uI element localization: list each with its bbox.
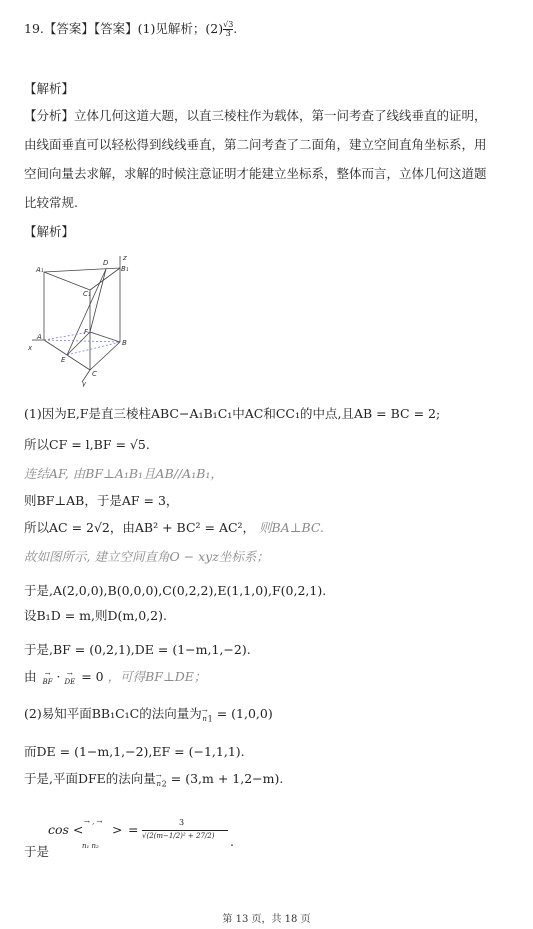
normal-intro: (2)易知平面BB₁C₁C的法向量为: [24, 706, 202, 721]
normal-value: = (1,0,0): [216, 706, 273, 721]
solution-line: (2)易知平面BB₁C₁C的法向量为 → n $_1$ = (1,0,0): [24, 706, 273, 724]
cos-vectors: n₁ n₂: [82, 842, 99, 850]
solution-line: 所以CF = l,BF = √5.: [24, 437, 150, 452]
solution-line: 连结AF, 由BF⊥A₁B₁且AB//A₁B₁，: [24, 466, 223, 481]
solution-line: (1)因为E,F是直三棱柱ABC−A₁B₁C₁中AC和CC₁的中点,且AB = BC = 2;: [24, 406, 441, 421]
label-E: E: [61, 356, 66, 364]
solution-line: 而DE = (1−m,1,−2),EF = (−1,1,1).: [24, 744, 245, 759]
fenxi-line: 空间向量去求解，求解的时候注意证明才能建立坐标系，整体而言，立体几何这道题: [24, 166, 487, 181]
normal2-value: = (3,m + 1,2−m).: [170, 771, 284, 786]
yushi-label: 于是: [24, 844, 50, 859]
solution-line: 于是,A(2,0,0),B(0,0,0),C(0,2,2),E(1,1,0),F(0,2,1).: [24, 583, 327, 598]
label-A: A: [37, 333, 42, 341]
label-A1: A₁: [36, 266, 44, 274]
solution-line5-main: 所以AC = 2√2，由AB² + BC² = AC²，: [24, 520, 256, 535]
answer-fraction-num: √3: [223, 20, 234, 29]
end-dot: .: [230, 834, 234, 849]
vector-BF: BF: [42, 677, 53, 686]
dashed-EB: [67, 342, 120, 355]
answer-part2-prefix: (2): [205, 21, 224, 36]
solution-line: 于是,平面DFE的法向量 → n $_2$ = (3,m + 1,2−m).: [24, 771, 284, 789]
fenxi-line: 【分析】立体几何这道大题，以直三棱柱作为载体，第一问考查了线线垂直的证明，: [24, 108, 487, 123]
fenxi-line: 由线面垂直可以轻松得到线线垂直，第二问考查了二面角，建立空间直角坐标系，用: [24, 137, 487, 152]
vector-DE: DE: [64, 677, 76, 686]
label-C1: C₁: [83, 290, 91, 298]
normal2-n: n: [156, 779, 161, 788]
segment-DF: [90, 269, 106, 332]
cos-label: cos <: [48, 822, 84, 837]
solution-line: 则BF⊥AB，于是AF = 3，: [24, 493, 179, 508]
label-B1: B₁: [121, 265, 129, 273]
answer-end: .: [233, 21, 238, 36]
answer-fraction-den: 3: [225, 29, 231, 38]
cos-formula: [24, 818, 324, 862]
normal2-sub: 2: [161, 779, 167, 789]
solution-line: 设B₁D = m,则D(m,0,2).: [24, 608, 167, 623]
label-B: B: [122, 339, 127, 347]
question-number: 19.: [24, 21, 44, 36]
solution-line: [24, 519, 324, 537]
fraction-den: √(2(m−1/2)² + 27/2): [142, 832, 215, 840]
fenxi-line: 比较常规.: [24, 195, 78, 210]
cos-vector-arrows: → , →: [84, 818, 103, 826]
label-x: x: [28, 344, 33, 352]
edge-A1C1: [44, 272, 90, 290]
answer-tag: 【答案】: [43, 21, 94, 36]
fraction-bar: [142, 830, 228, 831]
jiexi-label: 【解析】: [24, 81, 75, 96]
answer-tag: 【答案】: [93, 21, 138, 36]
page-footer: 第 13 页，共 18 页: [222, 914, 311, 925]
label-D: D: [103, 259, 109, 267]
solution-line5-note: 则BA⊥BC.: [259, 520, 325, 535]
segment-FB: [90, 332, 120, 342]
answer-part1: (1)见解析；: [137, 21, 206, 36]
dot-zero: = 0: [81, 669, 104, 684]
edge-CB: [90, 342, 120, 370]
edge-A1B1: [44, 268, 120, 272]
cos-equals: =: [128, 822, 139, 837]
label-y: y: [82, 380, 87, 387]
label-z: z: [123, 254, 127, 262]
jiexi-label-2: 【解析】: [24, 224, 75, 239]
prism-figure: [24, 252, 144, 387]
normal-n: n: [202, 714, 207, 723]
label-F: F: [84, 328, 89, 336]
fraction-num: 3: [179, 818, 185, 827]
solution-line: 于是,BF = (0,2,1),DE = (1−m,1,−2).: [24, 642, 251, 657]
segment-DE: [67, 269, 106, 355]
conclusion-perp: ，可得BF⊥DE；: [107, 669, 207, 684]
normal2-intro: 于是,平面DFE的法向量: [24, 771, 156, 786]
solution-line: 由 → BF · → DE = 0 ，可得BF⊥DE；: [24, 669, 207, 686]
solution-line: 故如图所示, 建立空间直角O − xyz坐标系；: [24, 549, 269, 564]
you-label: 由: [24, 669, 37, 684]
normal-sub: 1: [207, 714, 213, 724]
answer-header: [24, 20, 237, 38]
cos-close: >: [112, 822, 123, 837]
label-C: C: [92, 370, 97, 378]
